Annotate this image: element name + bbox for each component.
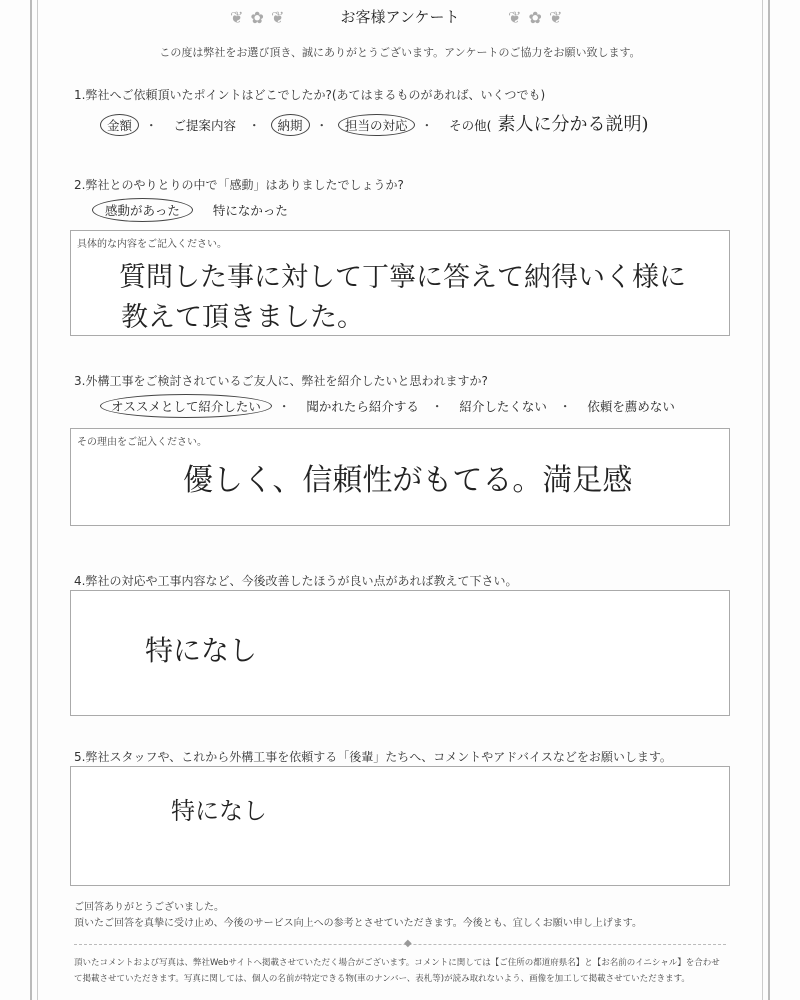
ornament-left-icon: ❦ ✿ ❦ [230,8,286,27]
q2-options [92,198,294,222]
q3-options: オススメとして紹介したい ・ 聞かれたら紹介する ・ 紹介したくない ・ 依頼を薦めない [100,394,681,418]
q1-option-staff[interactable]: 担当の対応 [338,114,415,136]
q3-answer-box [70,428,730,526]
q3-option-not-introduce[interactable]: 紹介したくない [459,399,547,414]
footer-divider [74,944,726,945]
q1-options: 金額 ・ ご提案内容 ・ 納期 ・ 担当の対応 ・ その他( 素人に分かる説明) [100,110,648,136]
q3-box-label: その理由をご記入ください。 [77,437,207,448]
q2-option-not-moved[interactable]: 特になかった [212,203,288,218]
q2-answer-box [70,230,730,336]
q4-answer: 特になし [145,634,258,667]
q1-option-deadline[interactable]: 納期 [271,114,310,136]
q2-answer-line-1: 質問した事に対して丁寧に答えて納得いく様に [119,262,686,293]
q1-option-price[interactable]: 金額 [100,114,139,136]
notice-line-2: て掲載させていただきます。写真に関しては、個人の名前が特定できる物(車のナンバー、表札等)が読み取れないよう、画像を加工して掲載させていただきます。 [74,974,690,984]
intro-text: この度は弊社をお選び頂き、誠にありがとうございます。アンケートのご協力をお願い致します。 [159,46,641,59]
q3-option-if-asked[interactable]: 聞かれたら紹介する [306,399,419,414]
page-title: お客様アンケート [340,8,460,26]
q2-answer-line-2: 教えて頂きました。 [121,302,364,333]
q5-answer-box [70,766,730,886]
q1-other-answer: 素人に分かる説明) [497,114,649,135]
thanks-line-1: ご回答ありがとうございました。 [74,902,224,913]
q1-option-other[interactable]: その他( [449,118,492,133]
question-1: 1.弊社へご依頼頂いたポイントはどこでしたか?(あてはまるものがあれば、いくつでも) [74,88,546,102]
q4-answer-box [70,590,730,716]
q2-box-label: 具体的な内容をご記入ください。 [77,239,227,250]
question-3: 3.外構工事をご検討されているご友人に、弊社を紹介したいと思われますか? [74,374,488,388]
question-2: 2.弊社とのやりとりの中で「感動」はありましたでしょうか? [74,178,404,192]
q3-option-recommend[interactable]: オススメとして紹介したい [100,394,272,418]
q2-option-moved[interactable]: 感動があった [92,198,193,222]
divider-ornament-icon: ◆ [404,938,412,949]
thanks-line-2: 頂いたご回答を真摯に受け止め、今後のサービス向上への参考とさせていただきます。今後とも、宜しくお願い申し上げます。 [74,918,642,929]
q1-option-proposal[interactable]: ご提案内容 [173,118,237,133]
q3-answer: 優しく、信頼性がもてる。満足感 [183,463,633,498]
q5-answer: 特になし [171,797,267,825]
q3-option-not-recommend[interactable]: 依頼を薦めない [587,399,675,414]
notice-line-1: 頂いたコメントおよび写真は、弊社Webサイトへ掲載させていただく場合がございます。コメントに関しては【ご住所の都道府県名】と【お名前のイニシャル】を合わせ [74,958,720,968]
question-5: 5.弊社スタッフや、これから外構工事を依頼する「後輩」たちへ、コメントやアドバイスなどをお願いします。 [74,750,672,764]
ornament-right-icon: ❦ ✿ ❦ [508,8,564,27]
question-4: 4.弊社の対応や工事内容など、今後改善したほうが良い点があれば教えて下さい。 [74,574,518,588]
